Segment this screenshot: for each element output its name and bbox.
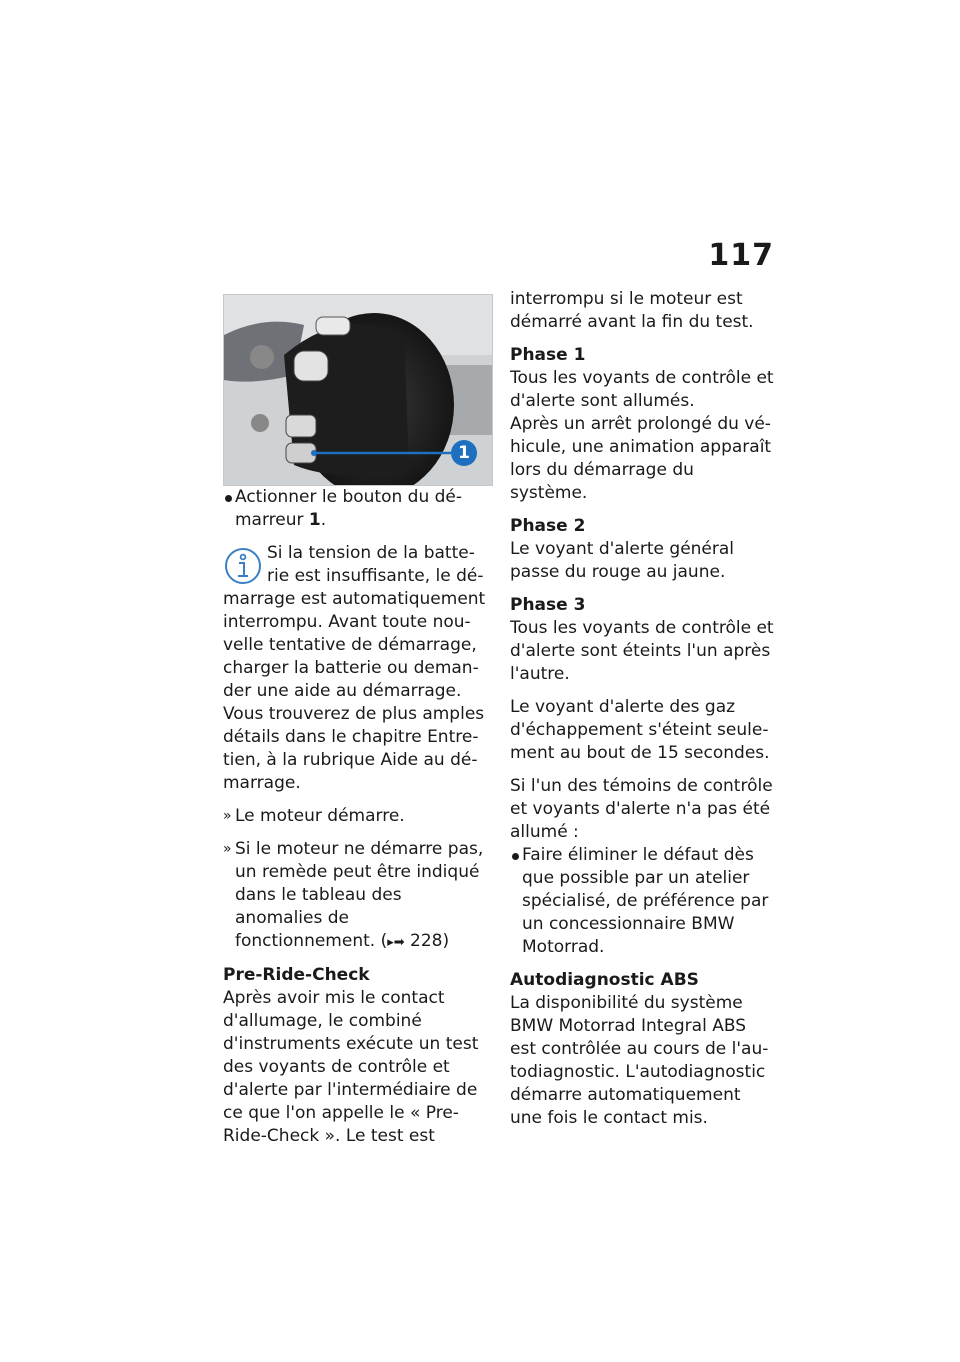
info-icon [223, 546, 263, 586]
phase-2-heading: Phase 2 [510, 516, 586, 536]
right-column [510, 288, 776, 1140]
handlebar-switch-photo [223, 294, 493, 486]
abs-text: La disponibilité du système BMW Motorrad Integral ABS est contrôlée au cours de l'au-todiagnostic. L'autodiagnostic démarre automatiquement une fois le contact mis. [510, 993, 769, 1128]
note-body: marrage est automatiquement interrompu. Avant toute nou-velle tentative de démarrage, charger la batterie ou deman-der une aide au démarrage. Vous trouverez de plus amples détails dans le chapitre Entre-tien, à la rubrique Aide au dé-marrage. [223, 589, 486, 793]
step-suffix: . [320, 510, 327, 530]
abs-heading: Autodiagnostic ABS [510, 970, 699, 990]
page-reference-link[interactable] [387, 931, 449, 951]
result-engine-fails [223, 838, 493, 954]
callout-number-1: 1 [458, 443, 470, 463]
pre-ride-check-text: Après avoir mis le contact d'allumage, le combiné d'instruments exécute un test des voyants de contrôle et d'alerte par l'intermédiaire de ce que l'on appelle le « Pre-Ride-Check ». Le test est [223, 988, 479, 1146]
phase-1-heading: Phase 1 [510, 345, 586, 365]
result-2-text: Si le moteur ne démarre pas, un remède peut être indiqué dans le tableau des anomalies de fonctionnement. ( [235, 839, 484, 951]
phase-1-text-2: Après un arrêt prolongé du vé-hicule, une animation apparaît lors du démarrage du système. [510, 414, 772, 503]
page-number: 117 [708, 238, 774, 273]
info-note [223, 542, 493, 795]
phase-3-heading: Phase 3 [510, 595, 586, 615]
result-1-text: Le moteur démarre. [235, 806, 405, 826]
pre-ride-check-heading: Pre-Ride-Check [223, 965, 370, 985]
page-reference-number: 228) [410, 931, 450, 951]
exhaust-warning-text: Le voyant d'alerte des gaz d'échappement s'éteint seule-ment au bout de 15 secondes. [510, 697, 770, 763]
note-first-line: Si la tension de la batte-rie est insuffisante, le dé- [267, 543, 484, 586]
step-reference: 1 [308, 510, 321, 530]
result-engine-starts [223, 805, 493, 828]
phase-2-text: Le voyant d'alerte général passe du rouge au jaune. [510, 539, 735, 582]
workshop-bullet [510, 844, 776, 959]
left-column [223, 294, 493, 1148]
instruction-step [223, 486, 493, 532]
step-text: Actionner le bouton du dé-marreur [235, 487, 463, 530]
workshop-bullet-text: Faire éliminer le défaut dès que possible par un atelier spécialisé, de préférence par un concessionnaire BMW Motorrad. [522, 845, 769, 957]
missing-light-text: Si l'un des témoins de contrôle et voyants d'alerte n'a pas été allumé : [510, 776, 773, 842]
page-arrow-icon: ▸➡ [387, 935, 405, 950]
phase-3-text: Tous les voyants de contrôle et d'alerte sont éteints l'un après l'autre. [510, 618, 774, 684]
pre-ride-continued-text: interrompu si le moteur est démarré avant la fin du test. [510, 289, 754, 332]
phase-1-text: Tous les voyants de contrôle et d'alerte sont allumés. [510, 368, 774, 411]
